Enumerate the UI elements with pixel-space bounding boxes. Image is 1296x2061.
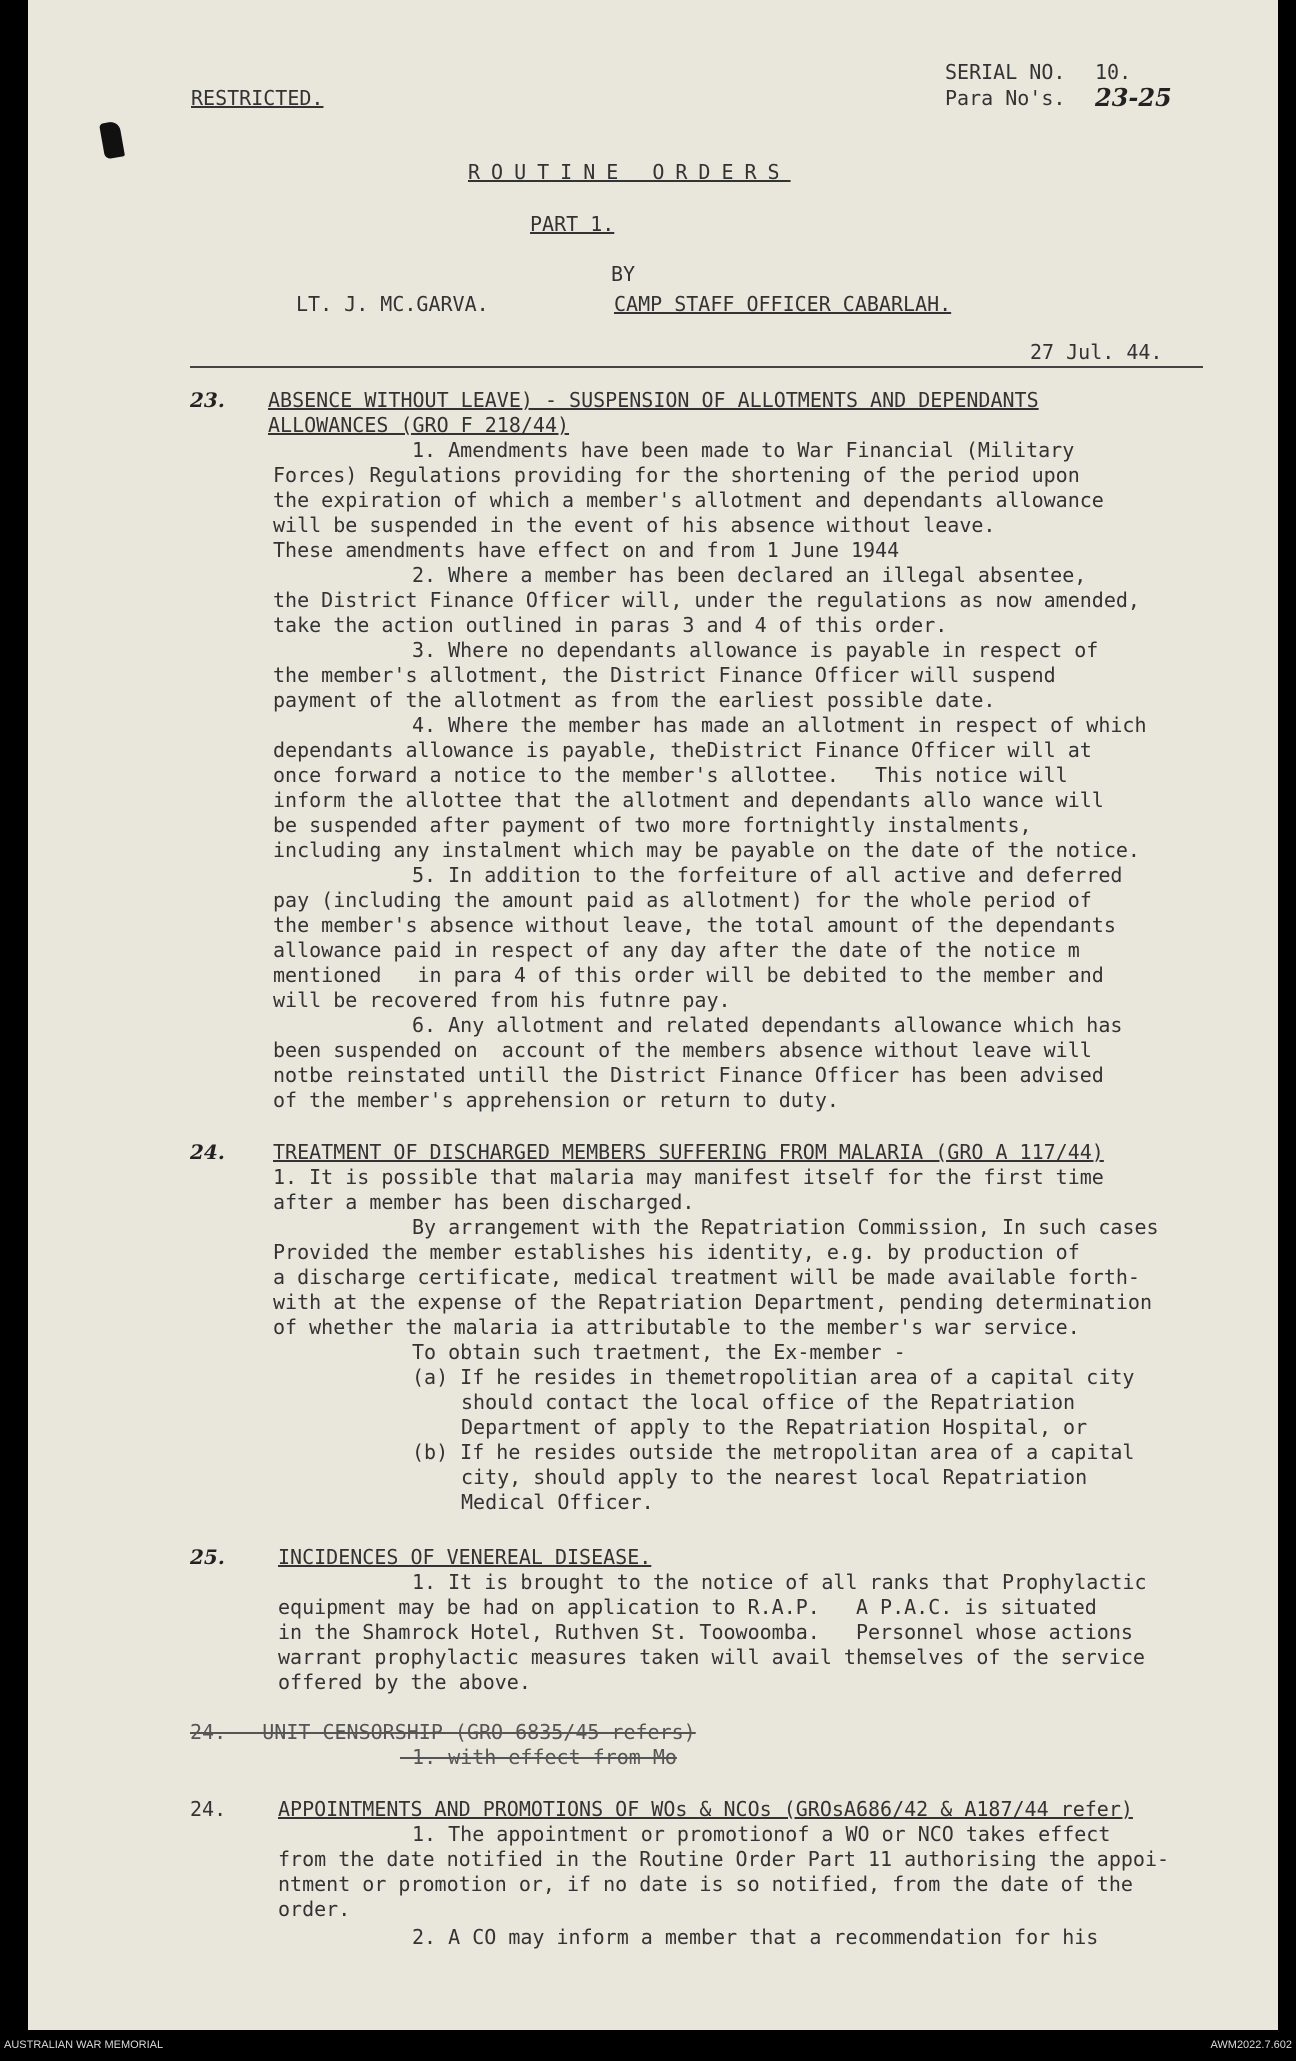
section-number: 24. [190,1140,225,1164]
body-line: To obtain such traetment, the Ex-member - [412,1340,906,1364]
body-line: city, should apply to the nearest local Repatriation [461,1465,1088,1489]
order-date: 27 Jul. 44. [1030,340,1163,364]
body-line: ntment or promotion or, if no date is so notified, from the date of the [278,1872,1133,1896]
para-numbers-value: 23-25 [1095,83,1172,112]
document-title: ROUTINE ORDERS [468,160,791,184]
part-heading: PART 1. [530,212,615,236]
body-line: once forward a notice to the member's allottee. This notice will [273,763,1068,787]
body-line: 5. In addition to the forfeiture of all active and deferred [412,863,1123,887]
struck-out-line: -1.-with effect from Mo [400,1745,677,1769]
body-line: been suspended on account of the members absence without leave will [273,1038,1092,1062]
body-line: Medical Officer. [461,1490,654,1514]
document-page [28,0,1278,2030]
body-line: 6. Any allotment and related dependants allowance which has [412,1013,1123,1037]
body-line: payment of the allotment as from the earliest possible date. [273,688,996,712]
section-number: 24. [190,1797,227,1821]
body-line: the District Finance Officer will, under the regulations as now amended, [273,588,1140,612]
serial-number-value: 10. [1095,60,1132,84]
body-line: These amendments have effect on and from 1 June 1944 [273,538,900,562]
body-line: (a) If he resides in themetropolitian area of a capital city [412,1365,1135,1389]
body-line: Provided the member establishes his identity, e.g. by production of [273,1240,1080,1264]
body-line: (b) If he resides outside the metropolitan area of a capital [412,1440,1135,1464]
body-line: 2. A CO may inform a member that a recommendation for his [412,1925,1099,1949]
section-number: 25. [190,1545,225,1569]
footer-source: AUSTRALIAN WAR MEMORIAL [4,2039,164,2051]
restricted-label: RESTRICTED. [191,86,324,110]
body-line: after a member has been discharged. [273,1190,695,1214]
body-line: the member's absence without leave, the total amount of the dependants [273,913,1116,937]
section-heading: TREATMENT OF DISCHARGED MEMBERS SUFFERING FROM MALARIA (GRO A 117/44) [273,1140,1104,1164]
body-line: including any instalment which may be payable on the date of the notice. [273,838,1140,862]
body-line: dependants allowance is payable, theDistrict Finance Officer will at [273,738,1092,762]
body-line: notbe reinstated untill the District Finance Officer has been advised [273,1063,1104,1087]
section-heading: ALLOWANCES (GRO F 218/44) [268,413,570,437]
body-line: inform the allottee that the allotment and dependants allo wance will [273,788,1104,812]
officer-title: CAMP STAFF OFFICER CABARLAH. [614,292,952,316]
section-heading: APPOINTMENTS AND PROMOTIONS OF WOs & NCOs (GROsA686/42 & A187/44 refer) [278,1797,1133,1821]
body-line: a discharge certificate, medical treatment will be made available forth- [273,1265,1140,1289]
body-line: 1. Amendments have been made to War Financial (Military [412,438,1075,462]
body-line: will be suspended in the event of his absence without leave. [273,513,996,537]
body-line: 2. Where a member has been declared an illegal absentee, [412,563,1087,587]
body-line: the expiration of which a member's allotment and dependants allowance [273,488,1104,512]
struck-out-heading: 24.---UNIT CENSORSHIP (GRO 6835/45 refers) [190,1720,696,1744]
body-line: in the Shamrock Hotel, Ruthven St. Toowoomba. Personnel whose actions [278,1620,1133,1644]
serial-number-label: SERIAL NO. [945,60,1066,84]
body-line: with at the expense of the Repatriation Department, pending determination [273,1290,1152,1314]
body-line: equipment may be had on application to R.A.P. A P.A.C. is situated [278,1595,1097,1619]
body-line: Department of apply to the Repatriation Hospital, or [461,1415,1088,1439]
body-line: take the action outlined in paras 3 and 4 of this order. [273,613,948,637]
body-line: of whether the malaria ia attributable to the member's war service. [273,1315,1080,1339]
body-line: order. [278,1897,351,1921]
body-line: pay (including the amount paid as allotment) for the whole period of [273,888,1092,912]
body-line: be suspended after payment of two more fortnightly instalments, [273,813,1032,837]
body-line: 1. It is possible that malaria may manifest itself for the first time [273,1165,1104,1189]
body-line: 4. Where the member has made an allotment in respect of which [412,713,1147,737]
body-line: 1. It is brought to the notice of all ranks that Prophylactic [412,1570,1147,1594]
body-line: Forces) Regulations providing for the shortening of the period upon [273,463,1080,487]
body-line: allowance paid in respect of any day after the date of the notice m [273,938,1080,962]
body-line: of the member's apprehension or return to duty. [273,1088,839,1112]
body-line: mentioned in para 4 of this order will be debited to the member and [273,963,1104,987]
para-numbers-label: Para No's. [945,86,1066,110]
body-line: 1. The appointment or promotionof a WO or NCO takes effect [412,1822,1111,1846]
body-line: the member's allotment, the District Finance Officer will suspend [273,663,1056,687]
body-line: will be recovered from his futnre pay. [273,988,731,1012]
section-heading: INCIDENCES OF VENEREAL DISEASE. [278,1545,652,1569]
section-heading: ABSENCE WITHOUT LEAVE) - SUSPENSION OF ALLOTMENTS AND DEPENDANTS [268,388,1039,412]
section-number: 23. [190,388,225,412]
ink-blot [99,121,125,160]
footer-accession-number: AWM2022.7.602 [1210,2039,1292,2051]
body-line: should contact the local office of the Repatriation [461,1390,1076,1414]
body-line: offered by the above. [278,1670,531,1694]
officer-name: LT. J. MC.GARVA. [296,292,489,316]
body-line: 3. Where no dependants allowance is payable in respect of [412,638,1099,662]
header-rule [190,366,1203,368]
by-label: BY [611,262,636,286]
body-line: warrant prophylactic measures taken will avail themselves of the service [278,1645,1145,1669]
body-line: from the date notified in the Routine Order Part 11 authorising the appoi- [278,1847,1170,1871]
body-line: By arrangement with the Repatriation Commission, In such cases [412,1215,1159,1239]
